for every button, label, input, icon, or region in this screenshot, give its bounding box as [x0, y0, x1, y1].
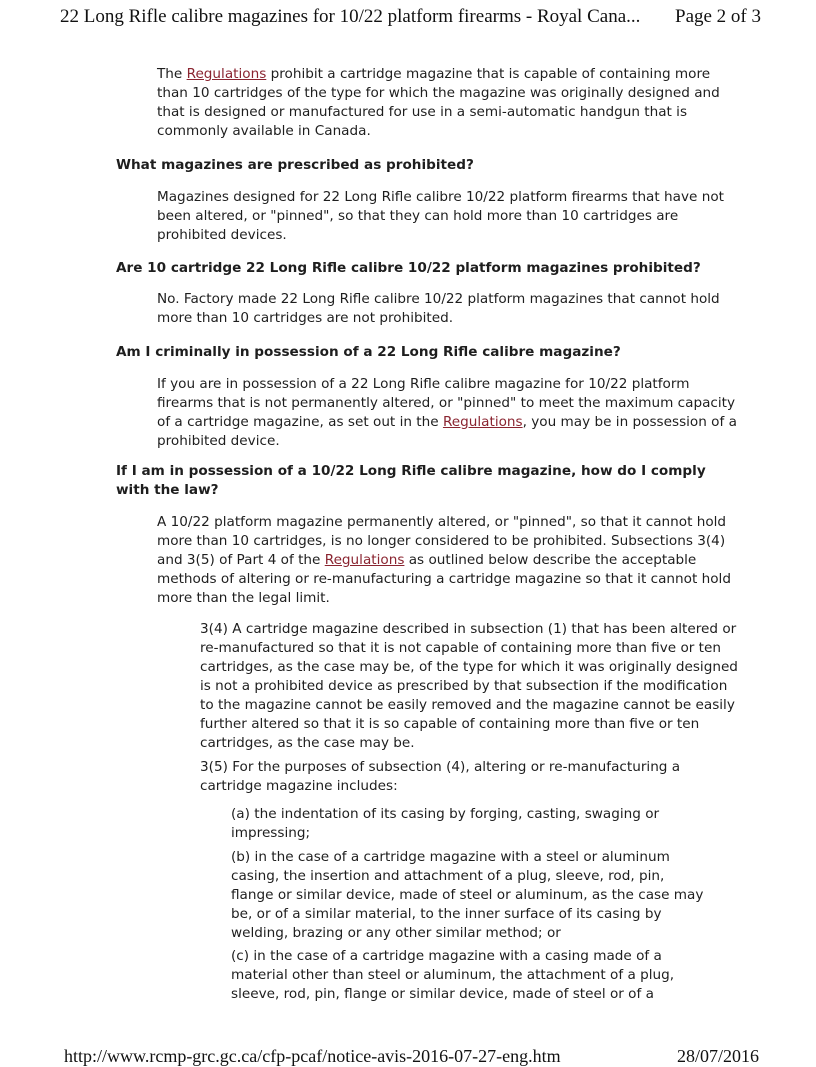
- subsection-3-5: 3(5) For the purposes of subsection (4), altering or re-manufacturing a cartridge magazine includes:: [200, 759, 681, 794]
- clause-c: (c) in the case of a cartridge magazine with a casing made of a material other than steel or aluminum, the attachment of a plug, sleeve, rod, pin, flange or similar device, made of steel or of a: [231, 948, 675, 1002]
- clause-a: (a) the indentation of its casing by forging, casting, swaging or impressing;: [231, 806, 660, 841]
- print-header-title: 22 Long Rifle calibre magazines for 10/22 platform firearms - Royal Cana...: [60, 6, 641, 27]
- answer-paragraph-4: A 10/22 platform magazine permanently altered, or "pinned", so that it cannot hold more than 10 cartridges, is no longer considered to be prohibited. Subsections 3(4) and 3(5) of Part 4 of the Regulations as outlined below describe the acceptable methods of altering or re-manufacturing a cartridge magazine so that it cannot hold more than the legal limit.: [157, 514, 731, 606]
- print-footer-url: http://www.rcmp-grc.gc.ca/cfp-pcaf/notice-avis-2016-07-27-eng.htm: [64, 1046, 561, 1066]
- subsection-3-4: 3(4) A cartridge magazine described in subsection (1) that has been altered or re-manufactured so that it is not capable of containing more than five or ten cartridges, as the case may be, of the type for which it was originally designed is not a prohibited device as prescribed by that subsection if the modification to the magazine cannot be easily removed and the magazine cannot be easily further altered so that it is so capable of containing more than five or ten cartridges, as the case may be.: [200, 621, 738, 751]
- answer-paragraph-1: Magazines designed for 22 Long Rifle calibre 10/22 platform firearms that have not been altered, or "pinned", so that they can hold more than 10 cartridges are prohibited devices.: [157, 189, 724, 243]
- question-heading-3: Am I criminally in possession of a 22 Long Rifle calibre magazine?: [116, 344, 621, 360]
- print-header-page-number: Page 2 of 3: [675, 6, 762, 27]
- regulations-link[interactable]: Regulations: [186, 66, 267, 82]
- print-footer-date: 28/07/2016: [677, 1046, 760, 1066]
- answer-paragraph-3: If you are in possession of a 22 Long Rifle calibre magazine for 10/22 platform firearms that is not permanently altered, or "pinned" to meet the maximum capacity of a cartridge magazine, as set out in the Regulations, you may be in possession of a prohibited device.: [157, 376, 737, 449]
- question-heading-1: What magazines are prescribed as prohibited?: [116, 157, 474, 173]
- question-heading-2: Are 10 cartridge 22 Long Rifle calibre 10/22 platform magazines prohibited?: [116, 260, 701, 276]
- regulations-link[interactable]: Regulations: [442, 414, 523, 430]
- answer-paragraph-2: No. Factory made 22 Long Rifle calibre 10/22 platform magazines that cannot hold more than 10 cartridges are not prohibited.: [157, 291, 720, 326]
- clause-b: (b) in the case of a cartridge magazine with a steel or aluminum casing, the insertion and attachment of a plug, sleeve, rod, pin, flange or similar device, made of steel or aluminum, as the case may be, or of a similar material, to the inner surface of its casing by welding, brazing or any other similar method; or: [231, 849, 704, 941]
- intro-paragraph: The Regulations prohibit a cartridge magazine that is capable of containing more than 10 cartridges of the type for which the magazine was originally designed and that is designed or manufactured for use in a semi-automatic handgun that is commonly available in Canada.: [157, 66, 720, 139]
- regulations-link[interactable]: Regulations: [324, 552, 405, 568]
- question-heading-4: If I am in possession of a 10/22 Long Rifle calibre magazine, how do I comply with the law?: [116, 463, 706, 498]
